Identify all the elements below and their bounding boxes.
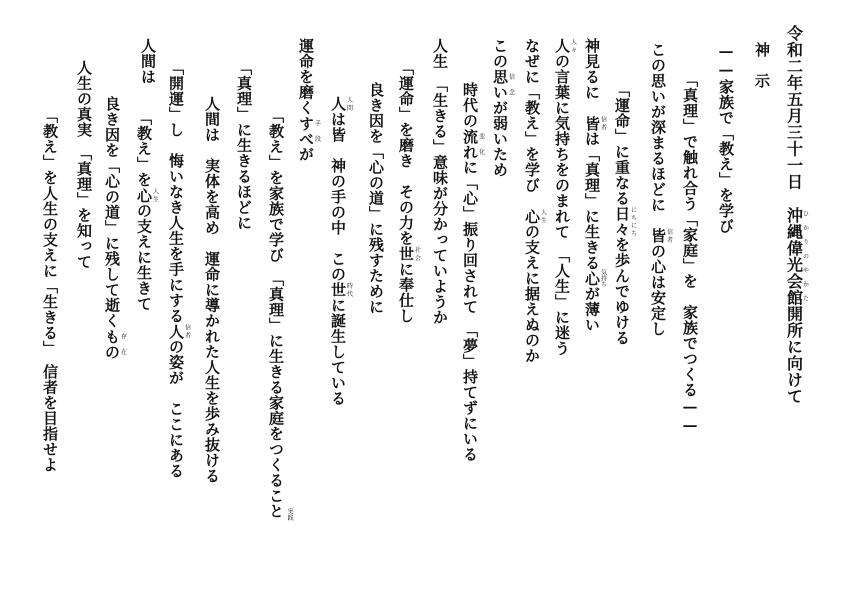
poem-line-2: 「真理」で触れ合う「家庭」を 家族でつくる—— bbox=[681, 72, 699, 435]
poem-line-23: 「教え」を人生の支えに「生きる」 信者を目指せよ bbox=[41, 108, 59, 473]
poem-line-22: 人生の真実 「真理」を知って bbox=[75, 60, 93, 270]
poem-line-17: 人間は 実体を高め 運命に導かれた人生を歩み抜ける bbox=[203, 96, 221, 484]
poem-line-3: この思いが深まるほどに 皆信者の心は安定し bbox=[649, 42, 673, 337]
poem-line-15: 「教え」を家族で学び 「真理」に生きる家庭をつくること bbox=[267, 108, 285, 519]
poem-line-4: 「運命」に重なる日々にちにちを歩んでゆける bbox=[613, 82, 637, 346]
poem-line-16: 「真理」に生きるほどに bbox=[235, 60, 253, 231]
title-place-ruby: ひかりのやかた bbox=[801, 206, 809, 306]
poem-line-18: 「開運」し 悔いなき人生を手にする人信者の姿が ここにある bbox=[167, 60, 191, 479]
poem-line-19: 人間は bbox=[139, 38, 157, 85]
poem-line-8: この思い信念が弱いため bbox=[491, 38, 515, 178]
poem-line-12: 良き因を「心の道」に残すために bbox=[367, 82, 385, 315]
title-line bbox=[786, 25, 808, 405]
poem-line-21: 良き因を「心の道」に残して逝くもの存在 bbox=[103, 96, 127, 360]
shinji-heading: 神 示 bbox=[753, 42, 771, 89]
poem-line-13: 人人間は皆 神の手の中 この世時代に誕生している bbox=[329, 96, 353, 406]
title-date: 令和二年五月三十一日 bbox=[784, 25, 804, 190]
title-suffix: 開所に向けて bbox=[784, 305, 804, 405]
poem-line-7: なぜに「教え」を学び 心人生の支えに据えぬのか bbox=[523, 38, 547, 364]
poem-line-10: 人生 「生きる」意味が分かっていようか bbox=[431, 38, 449, 325]
poem-line-11: 「運命」を磨き その力を世社会に奉仕し bbox=[397, 60, 421, 324]
poem-line-9: 時代の流れ変化に「心」振り回されて 「夢」持てずにいる bbox=[461, 82, 485, 462]
poem-line-6: 人人々の言葉に気持ちをのまれて 「人生」に迷う bbox=[553, 38, 577, 356]
poem-line-5: 神見るに 皆信者は「真理」に生きる心気持ちが薄い bbox=[583, 38, 607, 333]
poem-line-14: 運命を磨くすべ手段が bbox=[297, 38, 321, 162]
title-place: 沖縄偉光会館ひかりのやかた bbox=[784, 206, 809, 306]
poem-line-1: ——家族で「教え」を学び bbox=[717, 42, 735, 234]
poem-line-20: 「教え」を心人生の支えに生きて bbox=[135, 110, 159, 312]
poem-line-15-ruby: 実践 bbox=[286, 508, 293, 521]
